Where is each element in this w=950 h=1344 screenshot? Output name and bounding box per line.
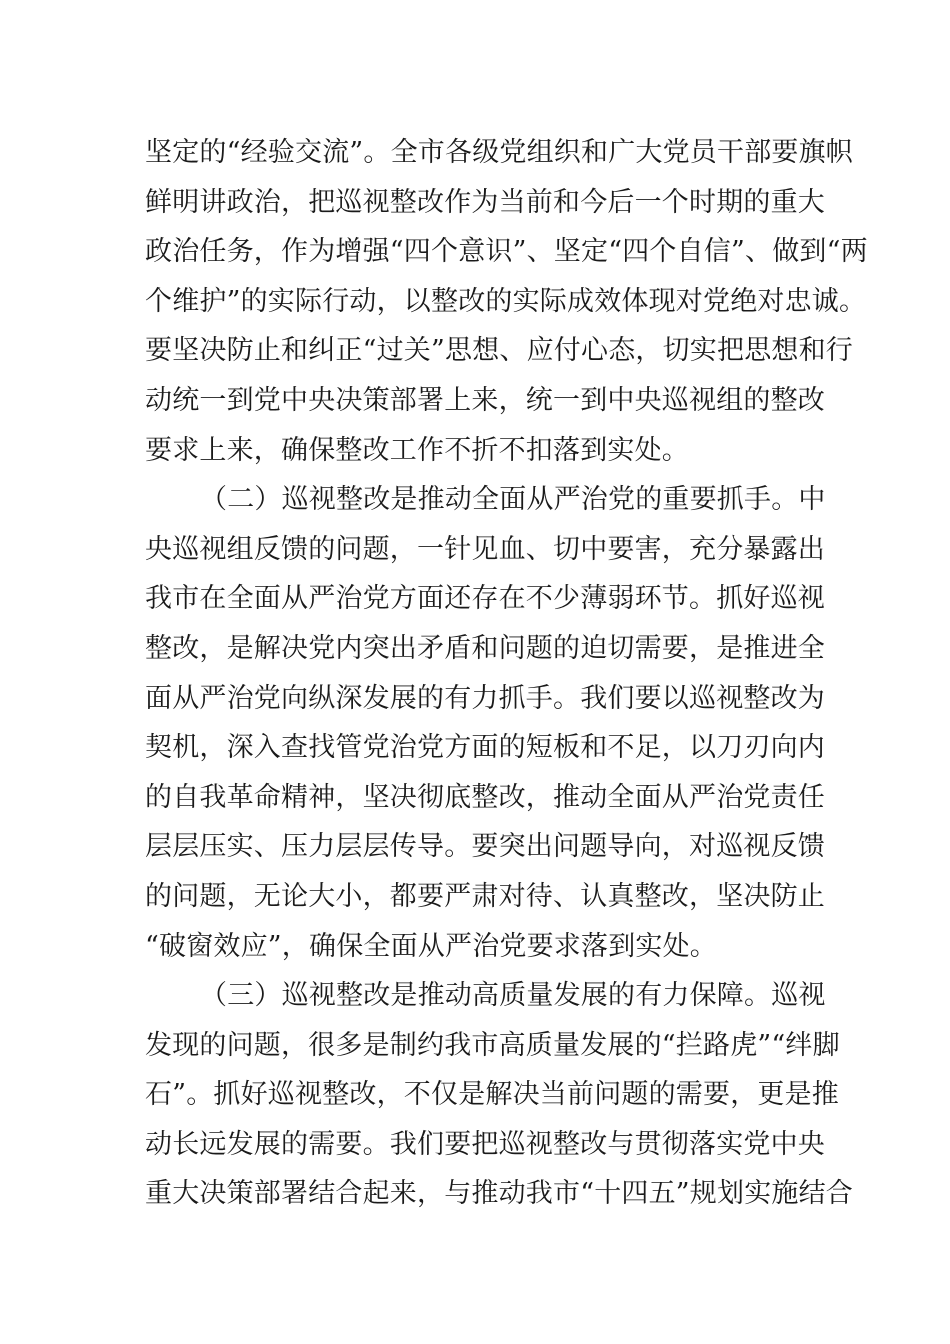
paragraph-heading-line: （二）巡视整改是推动全面从严治党的重要抓手。中 bbox=[200, 484, 826, 516]
text-line: 的问题，无论大小，都要严肃对待、认真整改，坚决防止 bbox=[145, 880, 825, 912]
text-line: 坚定的“经验交流”。全市各级党组织和广大党员干部要旗帜 bbox=[145, 137, 854, 168]
paragraph-3 bbox=[145, 971, 854, 1219]
text-line: 要坚决防止和纠正“过关”思想、应付心态，切实把思想和行 bbox=[145, 335, 854, 367]
text-line: “破窗效应”，确保全面从严治党要求落到实处。 bbox=[145, 930, 718, 962]
text-line: 要求上来，确保整改工作不折不扣落到实处。 bbox=[145, 434, 689, 466]
text-line: 政治任务，作为增强“四个意识”、坚定“四个自信”、做到“两 bbox=[145, 236, 868, 268]
text-line: 个维护”的实际行动，以整改的实际成效体现对党绝对忠诚。 bbox=[145, 285, 867, 317]
text-line: 鲜明讲政治，把巡视整改作为当前和今后一个时期的重大 bbox=[145, 186, 825, 218]
text-line: 契机，深入查找管党治党方面的短板和不足，以刀刃向内 bbox=[145, 732, 825, 764]
paragraph-heading-line: （三）巡视整改是推动高质量发展的有力保障。巡视 bbox=[200, 980, 826, 1012]
text-line: 面从严治党向纵深发展的有力抓手。我们要以巡视整改为 bbox=[145, 682, 825, 714]
text-line: 央巡视组反馈的问题，一针见血、切中要害，充分暴露出 bbox=[145, 533, 825, 565]
text-line: 动统一到党中央决策部署上来，统一到中央巡视组的整改 bbox=[145, 384, 825, 416]
text-line: 发现的问题，很多是制约我市高质量发展的“拦路虎”“绊脚 bbox=[145, 1029, 840, 1061]
text-line: 层层压实、压力层层传导。要突出问题导向，对巡视反馈 bbox=[145, 831, 825, 863]
paragraph-2 bbox=[145, 475, 835, 971]
text-line: 整改，是解决党内突出矛盾和问题的迫切需要，是推进全 bbox=[145, 632, 825, 664]
document-body bbox=[145, 128, 868, 1219]
text-line: 我市在全面从严治党方面还存在不少薄弱环节。抓好巡视 bbox=[145, 583, 825, 615]
text-line: 石”。抓好巡视整改，不仅是解决当前问题的需要，更是推 bbox=[145, 1079, 840, 1111]
paragraph-1 bbox=[145, 128, 868, 475]
text-line: 的自我革命精神，坚决彻底整改，推动全面从严治党责任 bbox=[145, 781, 825, 813]
text-line: 动长远发展的需要。我们要把巡视整改与贯彻落实党中央 bbox=[145, 1128, 825, 1160]
text-line: 重大决策部署结合起来，与推动我市“十四五”规划实施结合 bbox=[145, 1178, 854, 1210]
